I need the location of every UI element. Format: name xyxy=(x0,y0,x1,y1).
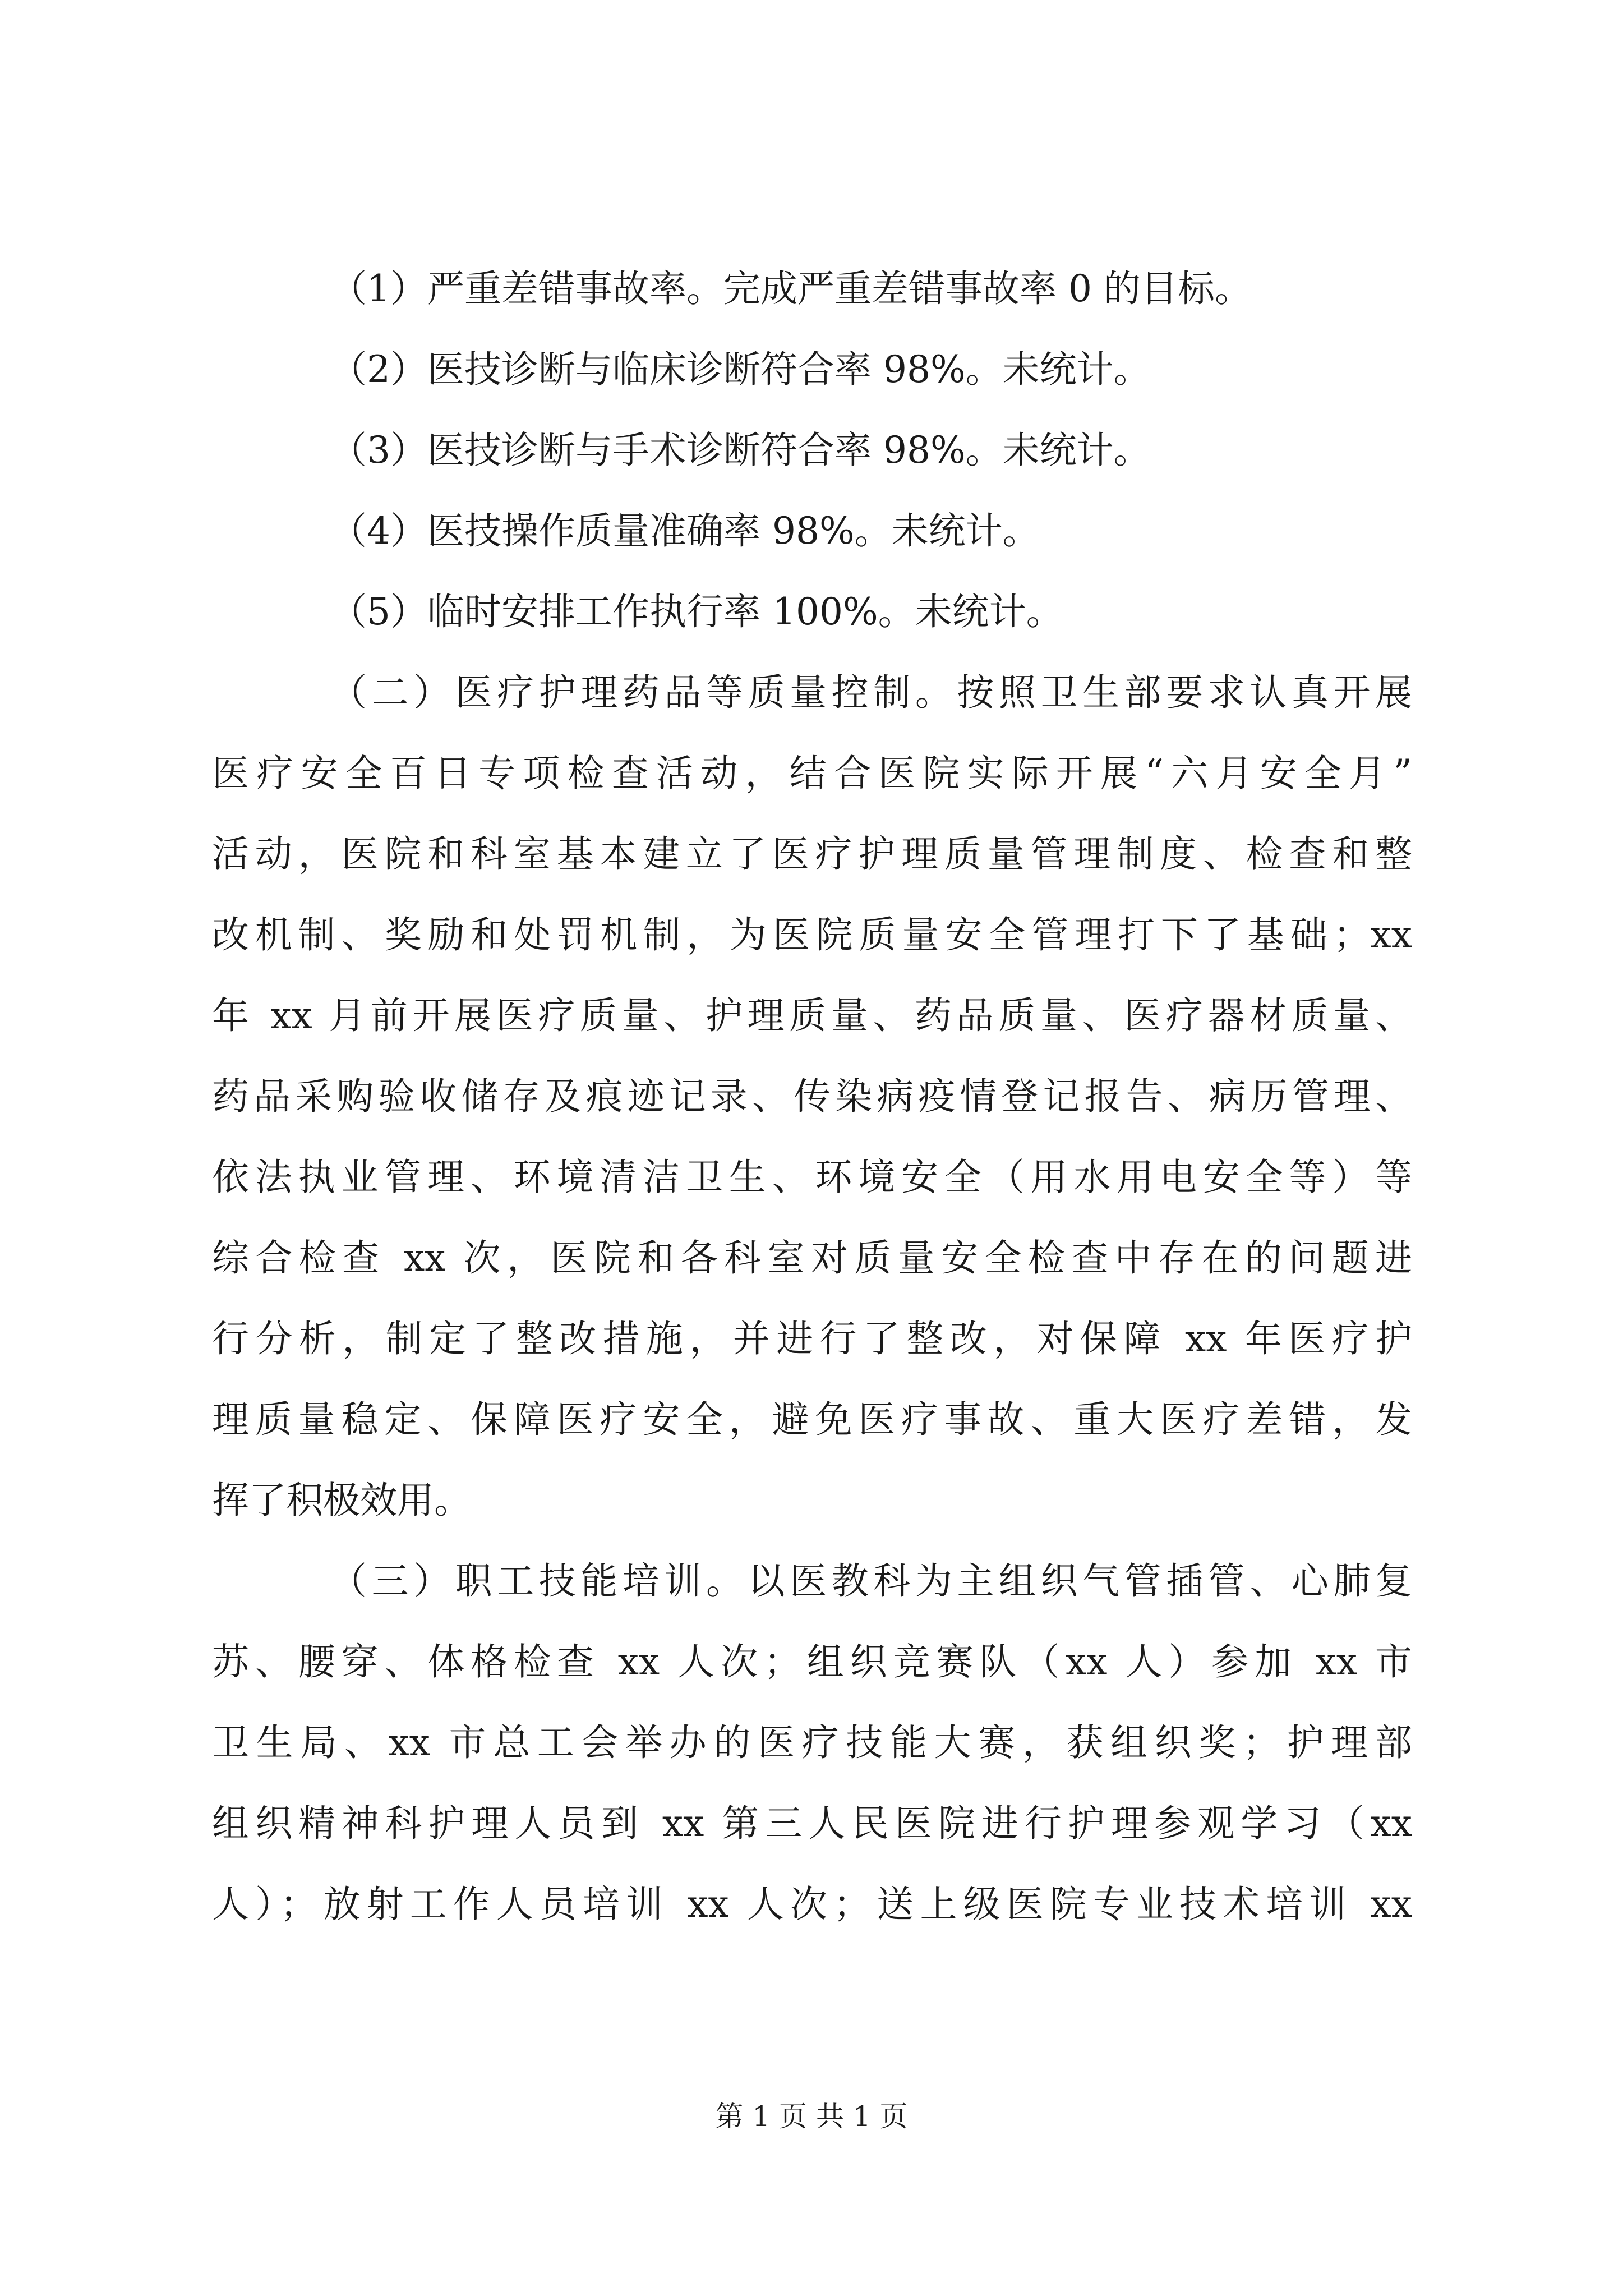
paragraph-2-line-6: 药品采购验收储存及痕迹记录、传染病疫情登记报告、病历管理、 xyxy=(212,1075,1412,1118)
paragraph-3-line-3: 卫生局、xx 市总工会举办的医疗技能大赛，获组织奖；护理部 xyxy=(212,1721,1412,1764)
list-item-3: （3）医技诊断与手术诊断符合率 98%。未统计。 xyxy=(330,429,1151,472)
paragraph-2-line-5: 年 xx 月前开展医疗质量、护理质量、药品质量、医疗器材质量、 xyxy=(212,994,1412,1037)
paragraph-3-line-1: （三）职工技能培训。以医教科为主组织气管插管、心肺复 xyxy=(330,1559,1412,1603)
list-item-4: （4）医技操作质量准确率 98%。未统计。 xyxy=(330,509,1040,553)
paragraph-2-line-3: 活动，医院和科室基本建立了医疗护理质量管理制度、检查和整 xyxy=(212,832,1412,876)
paragraph-3-line-4: 组织精神科护理人员到 xx 第三人民医院进行护理参观学习（xx xyxy=(212,1802,1412,1845)
paragraph-2-line-7: 依法执业管理、环境清洁卫生、环境安全（用水用电安全等）等 xyxy=(212,1156,1412,1199)
paragraph-2-line-2: 医疗安全百日专项检查活动，结合医院实际开展“六月安全月” xyxy=(212,752,1412,795)
paragraph-2-line-11: 挥了积极效用。 xyxy=(212,1479,471,1522)
list-item-2: （2）医技诊断与临床诊断符合率 98%。未统计。 xyxy=(330,348,1151,391)
paragraph-3-line-5: 人）；放射工作人员培训 xx 人次；送上级医院专业技术培训 xx xyxy=(212,1883,1412,1926)
list-item-5: （5）临时安排工作执行率 100%。未统计。 xyxy=(330,590,1063,633)
paragraph-3-line-2: 苏、腰穿、体格检查 xx 人次；组织竞赛队（xx 人）参加 xx 市 xyxy=(212,1640,1412,1683)
paragraph-2-line-1: （二）医疗护理药品等质量控制。按照卫生部要求认真开展 xyxy=(330,671,1412,714)
paragraph-2-line-10: 理质量稳定、保障医疗安全，避免医疗事故、重大医疗差错，发 xyxy=(212,1398,1412,1441)
page-number: 第 1 页 共 1 页 xyxy=(715,2100,908,2133)
paragraph-2-line-4: 改机制、奖励和处罚机制，为医院质量安全管理打下了基础；xx xyxy=(212,913,1412,956)
paragraph-2-line-9: 行分析，制定了整改措施，并进行了整改，对保障 xx 年医疗护 xyxy=(212,1317,1412,1360)
list-item-1: （1）严重差错事故率。完成严重差错事故率 0 的目标。 xyxy=(330,267,1252,310)
paragraph-2-line-8: 综合检查 xx 次，医院和各科室对质量安全检查中存在的问题进 xyxy=(212,1236,1412,1280)
